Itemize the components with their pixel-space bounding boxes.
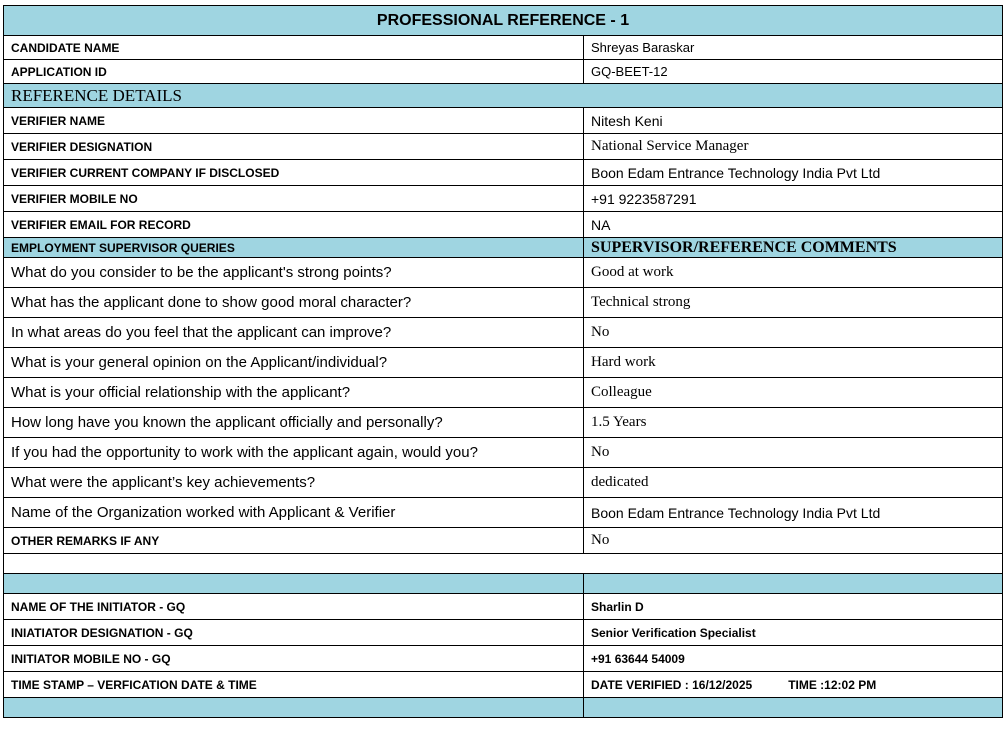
query-question: What do you consider to be the applicant's strong points? — [4, 258, 584, 288]
query-question: What were the applicant’s key achievements? — [4, 468, 584, 498]
verifier-mobile-value: +91 9223587291 — [584, 186, 1003, 212]
initiator-name-row — [4, 594, 1003, 620]
query-row — [4, 408, 1003, 438]
query-row — [4, 288, 1003, 318]
timestamp-value — [584, 672, 1003, 698]
reference-form-table — [3, 5, 1003, 718]
candidate-name-label: CANDIDATE NAME — [4, 36, 584, 60]
verifier-designation-row — [4, 134, 1003, 160]
organization-value: Boon Edam Entrance Technology India Pvt Ltd — [584, 498, 1003, 528]
query-row — [4, 348, 1003, 378]
candidate-name-row — [4, 36, 1003, 60]
query-answer: No — [584, 438, 1003, 468]
query-question: How long have you known the applicant officially and personally? — [4, 408, 584, 438]
remarks-row — [4, 528, 1003, 554]
query-answer: Hard work — [584, 348, 1003, 378]
verifier-email-value: NA — [584, 212, 1003, 238]
verifier-name-label: VERIFIER NAME — [4, 108, 584, 134]
blank-row — [4, 554, 1003, 574]
initiator-name-label: NAME OF THE INITIATOR - GQ — [4, 594, 584, 620]
queries-header-left: EMPLOYMENT SUPERVISOR QUERIES — [4, 238, 584, 258]
query-answer: Colleague — [584, 378, 1003, 408]
query-question: What has the applicant done to show good moral character? — [4, 288, 584, 318]
query-question: What is your general opinion on the Applicant/individual? — [4, 348, 584, 378]
remarks-label: OTHER REMARKS IF ANY — [4, 528, 584, 554]
initiator-mobile-label: INITIATOR MOBILE NO - GQ — [4, 646, 584, 672]
organization-row — [4, 498, 1003, 528]
form-title: PROFESSIONAL REFERENCE - 1 — [4, 6, 1003, 36]
query-row — [4, 468, 1003, 498]
query-answer: Technical strong — [584, 288, 1003, 318]
title-row — [4, 6, 1003, 36]
query-answer: No — [584, 318, 1003, 348]
query-answer: Good at work — [584, 258, 1003, 288]
verifier-designation-label: VERIFIER DESIGNATION — [4, 134, 584, 160]
verifier-mobile-label: VERIFIER MOBILE NO — [4, 186, 584, 212]
query-question: What is your official relationship with the applicant? — [4, 378, 584, 408]
verifier-designation-value: National Service Manager — [584, 134, 1003, 160]
verifier-company-label: VERIFIER CURRENT COMPANY IF DISCLOSED — [4, 160, 584, 186]
reference-details-heading: REFERENCE DETAILS — [4, 84, 1003, 108]
organization-label: Name of the Organization worked with Applicant & Verifier — [4, 498, 584, 528]
timestamp-label: TIME STAMP – VERFICATION DATE & TIME — [4, 672, 584, 698]
query-answer: dedicated — [584, 468, 1003, 498]
application-id-label: APPLICATION ID — [4, 60, 584, 84]
query-row — [4, 438, 1003, 468]
footer-row — [4, 698, 1003, 718]
application-id-value: GQ-BEET-12 — [584, 60, 1003, 84]
timestamp-row — [4, 672, 1003, 698]
initiator-mobile-value: +91 63644 54009 — [584, 646, 1003, 672]
query-row — [4, 318, 1003, 348]
verifier-company-value: Boon Edam Entrance Technology India Pvt Ltd — [584, 160, 1003, 186]
candidate-name-value: Shreyas Baraskar — [584, 36, 1003, 60]
initiator-designation-label: INIATIATOR DESIGNATION - GQ — [4, 620, 584, 646]
query-question: In what areas do you feel that the applicant can improve? — [4, 318, 584, 348]
verifier-email-label: VERIFIER EMAIL FOR RECORD — [4, 212, 584, 238]
initiator-header-row — [4, 574, 1003, 594]
query-answer: 1.5 Years — [584, 408, 1003, 438]
initiator-name-value: Sharlin D — [584, 594, 1003, 620]
date-verified: DATE VERIFIED : 16/12/2025 — [591, 677, 753, 692]
verifier-company-row — [4, 160, 1003, 186]
verifier-email-row — [4, 212, 1003, 238]
query-question: If you had the opportunity to work with the applicant again, would you? — [4, 438, 584, 468]
query-row — [4, 258, 1003, 288]
time-verified: TIME :12:02 PM — [788, 677, 877, 692]
query-row — [4, 378, 1003, 408]
application-id-row — [4, 60, 1003, 84]
initiator-designation-row — [4, 620, 1003, 646]
verifier-name-value: Nitesh Keni — [584, 108, 1003, 134]
initiator-mobile-row — [4, 646, 1003, 672]
reference-details-row — [4, 84, 1003, 108]
verifier-mobile-row — [4, 186, 1003, 212]
initiator-designation-value: Senior Verification Specialist — [584, 620, 1003, 646]
verifier-name-row — [4, 108, 1003, 134]
remarks-value: No — [584, 528, 1003, 554]
queries-header-row — [4, 238, 1003, 258]
queries-header-right: SUPERVISOR/REFERENCE COMMENTS — [584, 238, 1003, 258]
